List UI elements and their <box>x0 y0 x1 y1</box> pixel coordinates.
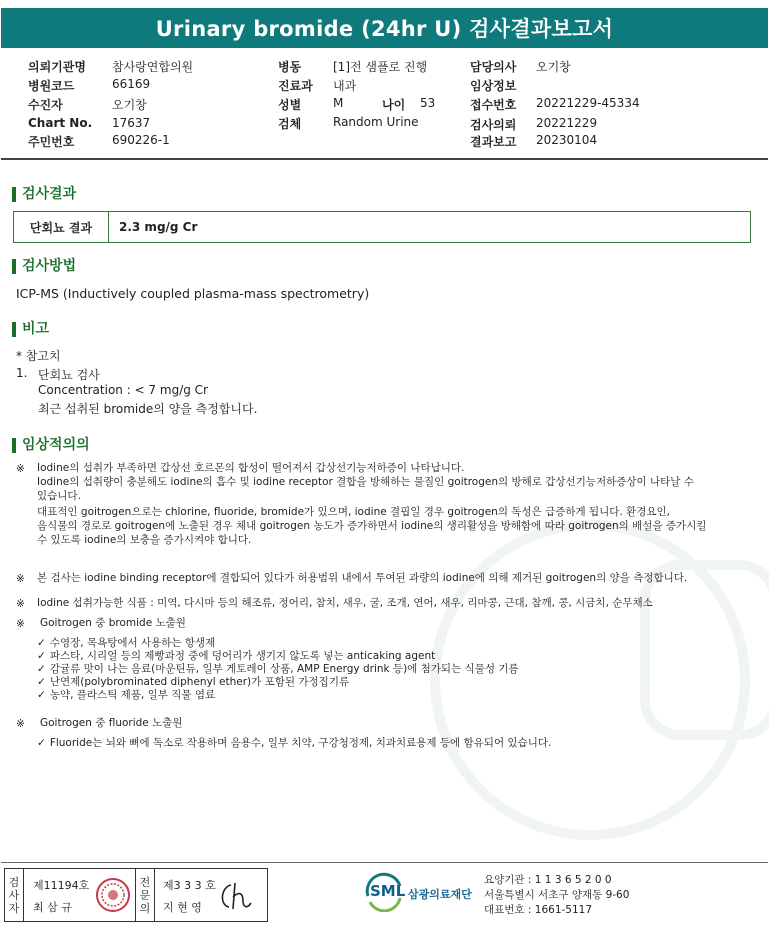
signature-box <box>4 868 268 922</box>
approver-char: 전 <box>139 875 151 889</box>
list-item <box>37 637 519 650</box>
age-label: 나이 <box>382 98 406 112</box>
sex-label: 성별 <box>278 98 302 112</box>
report-value: 20230104 <box>536 133 598 147</box>
doctor-label: 담당의사 <box>470 60 517 74</box>
report-footer <box>0 862 769 931</box>
dept-label: 진료과 <box>278 79 313 93</box>
fluoride-title: Goitrogen 중 fluoride 노출원 <box>40 717 183 729</box>
fluoride-list <box>37 737 551 750</box>
code-label: 병원코드 <box>28 79 75 93</box>
request-label: 검사의뢰 <box>470 118 517 132</box>
approver-char: 문 <box>139 888 151 902</box>
report-label: 결과보고 <box>470 135 517 149</box>
list-item <box>37 650 519 663</box>
org-phone: 대표번호 : 1661-5117 <box>484 904 593 916</box>
patient-info <box>0 55 769 155</box>
clinical-paragraph-2: 본 검사는 iodine binding receptor에 결합되어 있다가 허용범위 내에서 투여된 과량의 iodine에 의해 제거된 goitrogen의 양을 측정합니다. <box>37 572 688 584</box>
tester-number: 제11194호 <box>33 879 90 892</box>
clinical-paragraph-line: Iodine의 섭취가 부족하면 갑상선 호르몬의 합성이 떨어져서 갑상선기능저하증이 나타납니다. <box>37 462 465 474</box>
request-value: 20221229 <box>536 116 598 130</box>
list-item-text: 난연제(polybrominated diphenyl ether)가 포함된 가정집기류 <box>49 676 350 688</box>
accession-value: 20221229-45334 <box>536 96 640 110</box>
org-name: 삼광의료재단 <box>408 888 472 901</box>
clinical-label: 임상정보 <box>470 79 517 93</box>
clinical-paragraph-line: 대표적인 goitrogen으로는 chlorine, fluoride, bromide가 있으며, iodine 결핍일 경우 goitrogen의 독성은 급증하게 됩니다. 환경요인, <box>37 506 670 518</box>
id-label: 주민번호 <box>28 135 75 149</box>
org-address: 서울특별시 서초구 양재동 9-60 <box>484 889 630 901</box>
watermark-ring <box>640 560 769 740</box>
code-value: 66169 <box>112 77 151 91</box>
check-icon: ✓ <box>37 637 46 649</box>
clinical-paragraph-line: Iodine의 섭취량이 충분해도 iodine의 흡수 및 iodine receptor 결합을 방해하는 물질인 goitrogen의 방해로 갑상선기능저하증상이 나타날 수 <box>37 476 694 488</box>
method-text: ICP-MS (Inductively coupled plasma-mass spectrometry) <box>16 286 370 301</box>
tester-name: 최 삼 규 <box>33 901 72 914</box>
bromide-title: Goitrogen 중 bromide 노출원 <box>40 617 186 629</box>
list-item-text: 수영장, 목욕탕에서 사용하는 항생제 <box>49 637 216 649</box>
method-heading: 검사방법 <box>12 259 76 274</box>
reference-title: * 참고치 <box>16 349 61 363</box>
chart-value: 17637 <box>112 116 151 130</box>
bromide-list <box>37 637 519 702</box>
doctor-value: 오기창 <box>536 60 571 74</box>
check-icon: ✓ <box>37 689 46 701</box>
note-mark: ※ <box>16 618 25 630</box>
list-item-text: 파스타, 시리얼 등의 제빵과정 중에 덩어리가 생기지 않도록 넣는 anticaking agent <box>49 650 436 662</box>
note-mark: ※ <box>16 718 25 730</box>
specimen-value: Random Urine <box>333 115 419 129</box>
remarks-heading: 비고 <box>12 322 49 337</box>
accession-label: 접수번호 <box>470 98 517 112</box>
logo-text: SML <box>370 882 406 900</box>
tester-label <box>5 869 24 921</box>
ward-value: [1]전 샘플로 진행 <box>333 60 428 74</box>
check-icon: ✓ <box>37 663 46 675</box>
check-icon: ✓ <box>37 650 46 662</box>
approver-char: 의 <box>139 901 151 915</box>
receiver-value: 오기창 <box>112 98 147 112</box>
chart-label: Chart No. <box>28 116 93 130</box>
dept-value: 내과 <box>333 79 357 93</box>
receiver-label: 수진자 <box>28 98 63 112</box>
clinical-paragraph <box>37 462 707 548</box>
ward-label: 병동 <box>278 60 302 74</box>
result-label: 단회뇨 결과 <box>14 212 109 242</box>
clinical-paragraph-line: 음식물의 경로로 goitrogen에 노출된 경우 체내 goitrogen 농도가 증가하면서 iodine의 생리활성을 방해함에 따라 goitrogen의 배설을 증가시킬 <box>37 520 707 532</box>
tester-char: 사 <box>8 888 20 902</box>
note-mark: ※ <box>16 573 25 585</box>
org-code: 요양기관 : 1 1 3 6 5 2 0 0 <box>484 874 612 886</box>
tester-seal-icon <box>95 877 131 913</box>
list-item-text: Fluoride는 뇌와 뼈에 독소로 작용하며 음용수, 일부 치약, 구강청정제, 치과치료용제 등에 함유되어 있습니다. <box>49 737 552 749</box>
list-item-text: 감귤류 맛이 나는 음료(마운틴듀, 일부 게토레이 상품, AMP Energy drink 등)에 첨가되는 식물성 기름 <box>49 663 519 675</box>
sex-value: M <box>333 96 344 110</box>
list-item <box>37 689 519 702</box>
list-item <box>37 663 519 676</box>
report-title: Urinary bromide (24hr U) 검사결과보고서 <box>1 8 768 48</box>
reference-item-title: 단회뇨 검사 <box>38 368 100 382</box>
clinical-paragraph-line: 수 있도록 iodine의 보충을 증가시켜야 합니다. <box>37 534 252 546</box>
clinical-paragraph-3: Iodine 섭취가능한 식품 : 미역, 다시마 등의 해조류, 정어리, 참치, 새우, 굴, 조개, 연어, 새우, 리마콩, 근대, 참깨, 콩, 시금치, 순무채소 <box>37 597 653 609</box>
approver-name: 지 현 영 <box>163 901 202 914</box>
check-icon: ✓ <box>37 737 46 749</box>
result-heading: 검사결과 <box>12 187 76 202</box>
id-value: 690226-1 <box>112 133 170 147</box>
result-table <box>13 211 751 243</box>
list-item <box>37 737 551 750</box>
note-mark: ※ <box>16 598 25 610</box>
hospital-label: 의뢰기관명 <box>28 60 86 74</box>
reference-item-number: 1. <box>16 366 28 380</box>
specimen-label: 검체 <box>278 117 302 131</box>
header-divider <box>1 158 768 160</box>
approver-label <box>135 869 155 921</box>
result-value: 2.3 mg/g Cr <box>119 220 198 234</box>
clinical-heading: 임상적의의 <box>12 438 90 453</box>
reference-concentration: Concentration : < 7 mg/g Cr <box>38 383 208 397</box>
list-item <box>37 676 519 689</box>
check-icon: ✓ <box>37 676 46 688</box>
age-value: 53 <box>420 96 436 110</box>
approver-number: 제3 3 3 호 <box>163 879 216 892</box>
clinical-paragraph-line: 있습니다. <box>37 490 81 502</box>
tester-char: 자 <box>8 901 20 915</box>
hospital-value: 참사랑연합의원 <box>112 60 194 74</box>
note-mark: ※ <box>16 463 25 475</box>
reference-note: 최근 섭취된 bromide의 양을 측정합니다. <box>38 402 258 416</box>
signature-icon <box>217 879 261 915</box>
tester-char: 검 <box>8 875 20 889</box>
list-item-text: 농약, 플라스틱 제품, 일부 직물 염료 <box>49 689 216 701</box>
